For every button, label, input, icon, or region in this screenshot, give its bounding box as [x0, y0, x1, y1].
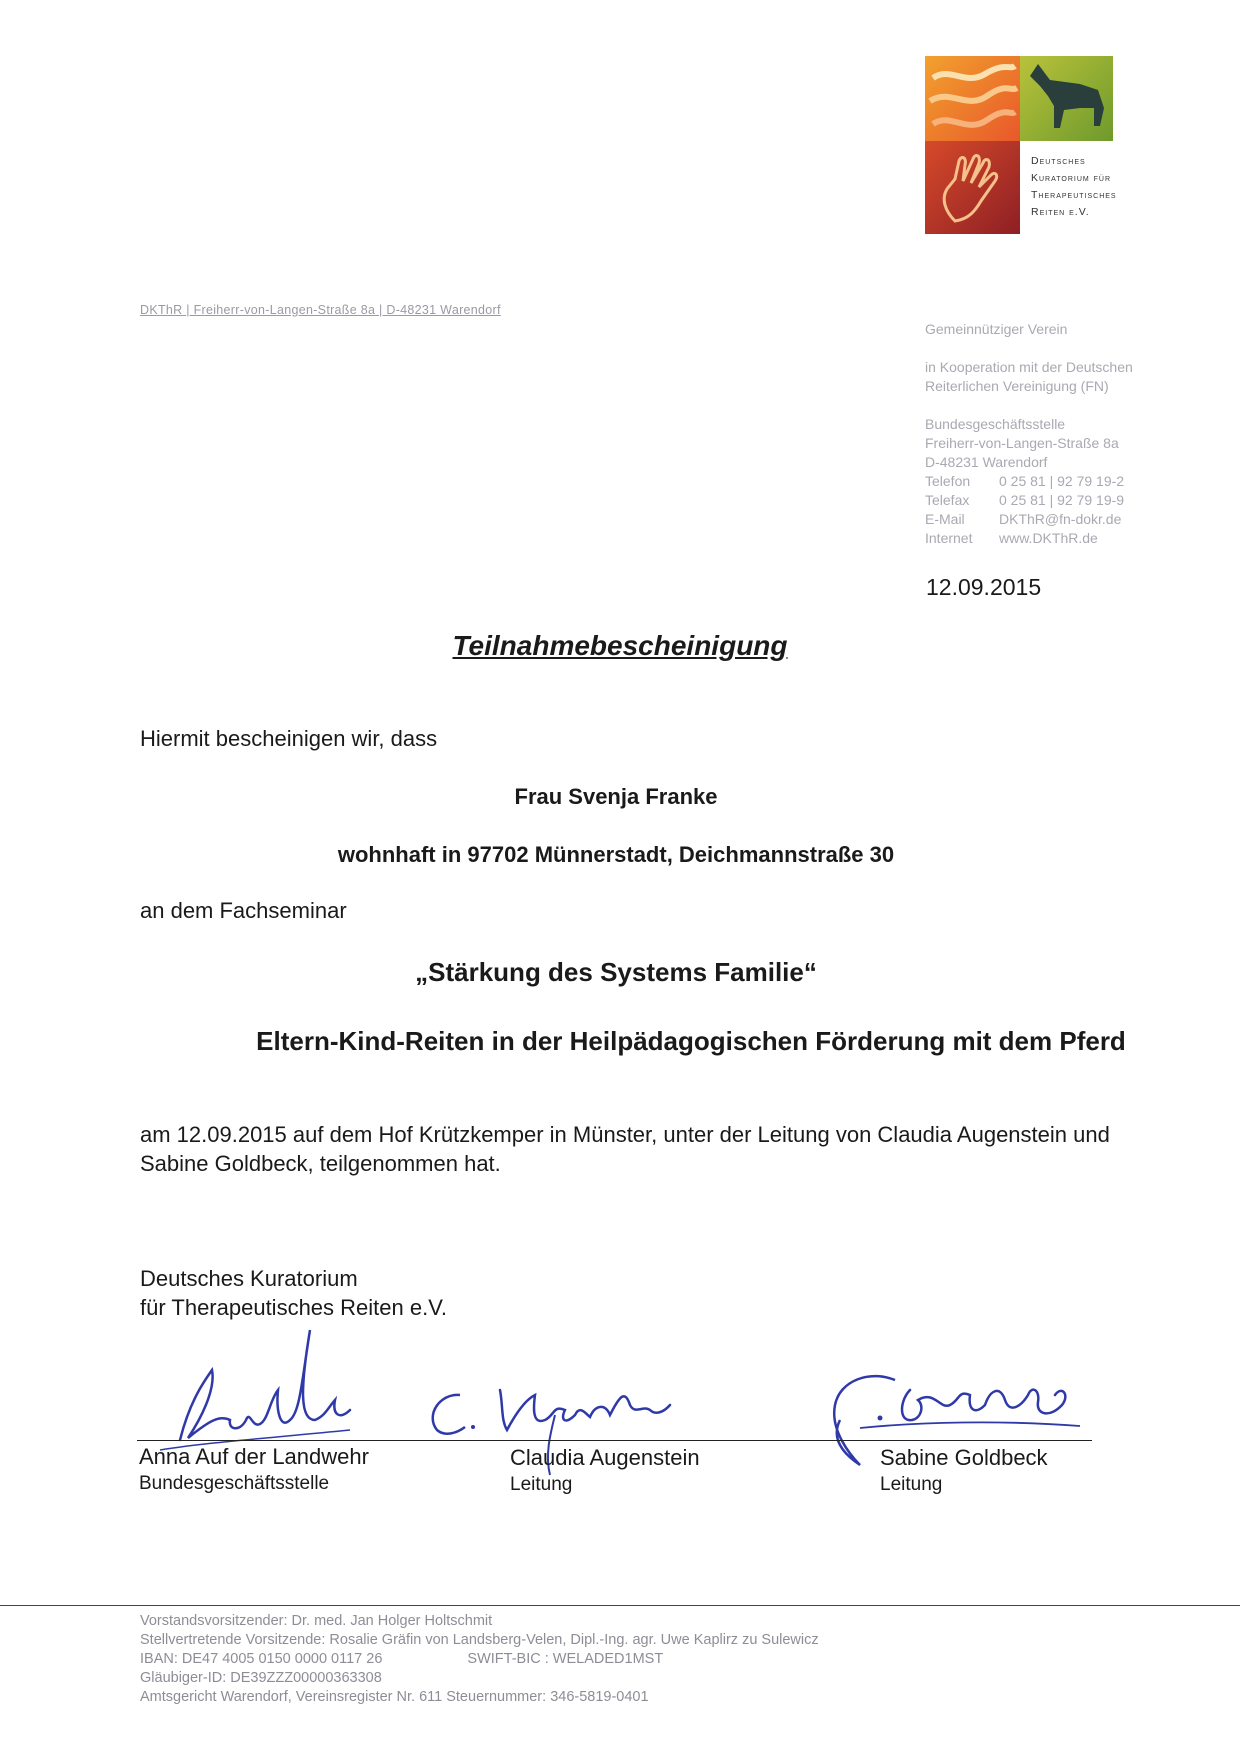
footer-creditor-id: Gläubiger-ID: DE39ZZZ00000363308 [140, 1670, 382, 1686]
footer-bic: SWIFT-BIC : WELADED1MST [467, 1651, 664, 1667]
web-value: www.DKThR.de [999, 530, 1098, 546]
web-label: Internet [925, 530, 973, 546]
logo-text-line-4: Reiten e.V. [1031, 206, 1090, 218]
office-contact-block [925, 415, 1124, 548]
footer-deputies: Stellvertretende Vorsitzende: Rosalie Gräfin von Landsberg-Velen, Dipl.-Ing. agr. Uwe Kaplirz zu Sulewicz [140, 1632, 819, 1648]
logo-horse-tile [1020, 56, 1113, 141]
organization-line-2: für Therapeutisches Reiten e.V. [140, 1295, 447, 1320]
participant-address: wohnhaft in 97702 Münnerstadt, Deichmannstraße 30 [337, 842, 895, 867]
organization-line-1: Deutsches Kuratorium [140, 1266, 358, 1291]
document-title: Teilnahmebescheinigung [452, 630, 788, 661]
signatory-3-name: Sabine Goldbeck [880, 1445, 1048, 1470]
office-street: Freiherr-von-Langen-Straße 8a [925, 435, 1119, 451]
association-status: Gemeinnütziger Verein [925, 321, 1068, 337]
organization-logo [925, 56, 1150, 234]
office-city: D-48231 Warendorf [925, 454, 1048, 470]
signatory-1-name: Anna Auf der Landwehr [139, 1444, 369, 1469]
office-title: Bundesgeschäftsstelle [925, 416, 1066, 432]
email-label: E-Mail [925, 511, 965, 527]
cooperation-note: in Kooperation mit der Deutschen Reiterlichen Vereinigung (FN) [925, 359, 1133, 394]
fax-label: Telefax [925, 492, 970, 508]
logo-hand-tile [925, 141, 1020, 234]
signatory-2-role: Leitung [510, 1474, 573, 1495]
seminar-details: am 12.09.2015 auf dem Hof Krützkemper in Münster, unter der Leitung von Claudia Augenstein und Sabine Goldbeck, teilgenommen hat. [140, 1122, 1110, 1176]
footer-bank-row [140, 1650, 819, 1669]
fax-row [925, 491, 1124, 510]
web-row [925, 529, 1124, 548]
seminar-subtitle: Eltern-Kind-Reiten in der Heilpädagogischen Förderung mit dem Pferd [256, 1026, 1126, 1056]
seminar-intro-text: an dem Fachseminar [140, 898, 347, 923]
footer-iban: IBAN: DE47 4005 0150 0000 0117 26 [140, 1651, 383, 1667]
sender-address-line: DKThR | Freiherr-von-Langen-Straße 8a | D-48231 Warendorf [140, 303, 501, 317]
footer-register: Amtsgericht Warendorf, Vereinsregister Nr. 611 Steuernummer: 346-5819-0401 [140, 1689, 649, 1705]
signatory-2-name: Claudia Augenstein [510, 1445, 700, 1470]
signatory-1-role: Bundesgeschäftsstelle [139, 1473, 330, 1494]
intro-text: Hiermit bescheinigen wir, dass [140, 726, 438, 751]
phone-label: Telefon [925, 473, 971, 489]
participant-name: Frau Svenja Franke [514, 784, 718, 809]
issuing-organization [140, 1264, 447, 1322]
phone-value: 0 25 81 | 92 79 19-2 [999, 473, 1125, 489]
signature-line [137, 1440, 1092, 1441]
phone-row [925, 472, 1124, 491]
footer-divider [0, 1605, 1240, 1606]
email-value: DKThR@fn-dokr.de [999, 511, 1122, 527]
document-date: 12.09.2015 [926, 574, 1042, 600]
logo-waves-tile [925, 56, 1020, 141]
logo-text-line-3: Therapeutisches [1031, 189, 1117, 201]
fax-value: 0 25 81 | 92 79 19-9 [999, 492, 1125, 508]
seminar-title: „Stärkung des Systems Familie“ [415, 957, 817, 987]
logo-text-line-2: Kuratorium für [1031, 172, 1112, 184]
logo-text-line-1: Deutsches [1031, 155, 1086, 167]
footer-chairman: Vorstandsvorsitzender: Dr. med. Jan Holger Holtschmit [140, 1613, 493, 1629]
signatory-3-role: Leitung [880, 1474, 943, 1495]
email-row [925, 510, 1124, 529]
footer-legal-info [140, 1612, 819, 1707]
